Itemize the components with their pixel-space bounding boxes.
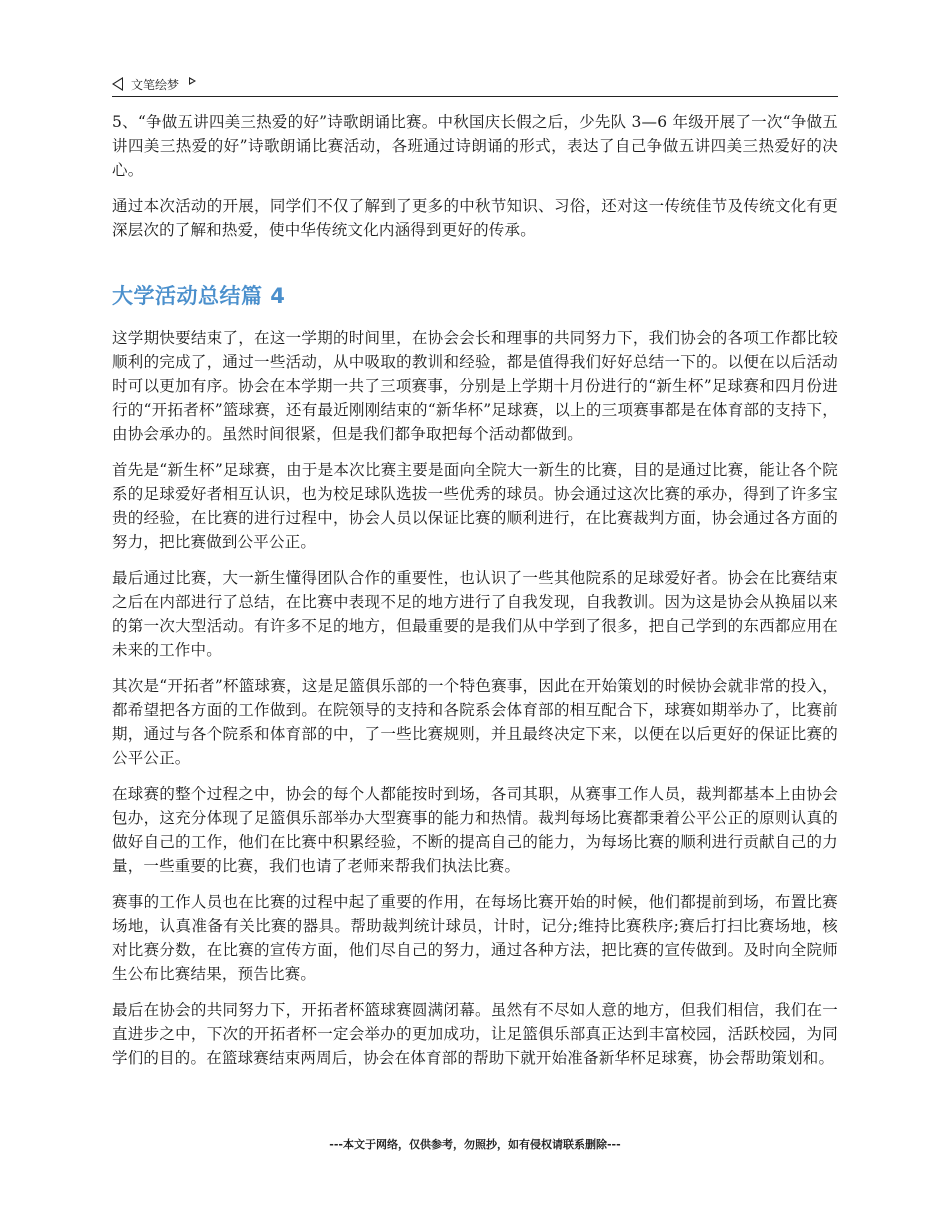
document-body xyxy=(112,110,838,1082)
triangle-left-icon xyxy=(112,77,123,91)
header-title: 文笔绘梦 xyxy=(131,77,180,92)
page-header xyxy=(112,72,838,97)
footer-notice: ---本文于网络，仅供参考，勿照抄，如有侵权请联系删除--- xyxy=(329,1138,621,1151)
body-paragraph: 最后通过比赛，大一新生懂得团队合作的重要性，也认识了一些其他院系的足球爱好者。协会在比赛结束之后在内部进行了总结，在比赛中表现不足的地方进行了自我发现，自我教训。因为这是协会从换届以来的第一次大型活动。有许多不足的地方，但最重要的是我们从中学到了很多，把自己学到的东西都应用在未来的工作中。 xyxy=(112,569,838,659)
intro-paragraph: 5、“争做五讲四美三热爱的好”诗歌朗诵比赛。中秋国庆长假之后，少先队 3—6 年级开展了一次“争做五讲四美三热爱的好”诗歌朗诵比赛活动，各班通过诗朗诵的形式，表达了自己争做五讲四美三热爱好的决心。 xyxy=(112,113,838,179)
intro-paragraph: 通过本次活动的开展，同学们不仅了解到了更多的中秋节知识、习俗，还对这一传统佳节及传统文化有更深层次的了解和热爱，使中华传统文化内涵得到更好的传承。 xyxy=(112,197,838,239)
section-heading: 大学活动总结篇 4 xyxy=(112,284,286,308)
body-paragraph: 其次是“开拓者”杯篮球赛，这是足篮俱乐部的一个特色赛事，因此在开始策划的时候协会就非常的投入，都希望把各方面的工作做到。在院领导的支持和各院系会体育部的相互配合下，球赛如期举办了，比赛前期，通过与各个院系和体育部的中，了一些比赛规则，并且最终决定下来，以便在以后更好的保证比赛的公平公正。 xyxy=(112,677,838,767)
body-paragraph: 这学期快要结束了，在这一学期的时间里，在协会会长和理事的共同努力下，我们协会的各项工作都比较顺利的完成了，通过一些活动，从中吸取的教训和经验，都是值得我们好好总结一下的。以便在以后活动时可以更加有序。协会在本学期一共了三项赛事，分别是上学期十月份进行的“新生杯”足球赛和四月份进行的“开拓者杯”篮球赛，还有最近刚刚结束的“新华杯”足球赛，以上的三项赛事都是在体育部的支持下，由协会承办的。虽然时间很紧，但是我们都争取把每个活动都做到。 xyxy=(112,329,838,443)
body-paragraph: 在球赛的整个过程之中，协会的每个人都能按时到场，各司其职，从赛事工作人员，裁判都基本上由协会包办，这充分体现了足篮俱乐部举办大型赛事的能力和热情。裁判每场比赛都秉着公平公正的原则认真的做好自己的工作，他们在比赛中积累经验，不断的提高自己的能力，为每场比赛的顺利进行贡献自己的力量，一些重要的比赛，我们也请了老师来帮我们执法比赛。 xyxy=(112,785,838,875)
body-paragraph: 最后在协会的共同努力下，开拓者杯篮球赛圆满闭幕。虽然有不尽如人意的地方，但我们相信，我们在一直进步之中，下次的开拓者杯一定会举办的更加成功，让足篮俱乐部真正达到丰富校园，活跃校园，为同学们的目的。在篮球赛结束两周后，协会在体育部的帮助下就开始准备新华杯足球赛，协会帮助策划和。 xyxy=(112,1001,838,1067)
body-paragraph: 首先是“新生杯”足球赛，由于是本次比赛主要是面向全院大一新生的比赛，目的是通过比赛，能让各个院系的足球爱好者相互认识，也为校足球队选拔一些优秀的球员。协会通过这次比赛的承办，得到了许多宝贵的经验，在比赛的进行过程中，协会人员以保证比赛的顺利进行，在比赛裁判方面，协会通过各方面的努力，把比赛做到公平公正。 xyxy=(112,461,838,551)
body-paragraph: 赛事的工作人员也在比赛的过程中起了重要的作用，在每场比赛开始的时候，他们都提前到场，布置比赛场地，认真准备有关比赛的器具。帮助裁判统计球员，计时，记分;维持比赛秩序;赛后打扫比赛场地，核对比赛分数，在比赛的宣传方面，他们尽自己的努力，通过各种方法，把比赛的宣传做到。及时向全院师生公布比赛结果，预告比赛。 xyxy=(112,893,838,983)
triangle-right-icon xyxy=(189,77,196,85)
